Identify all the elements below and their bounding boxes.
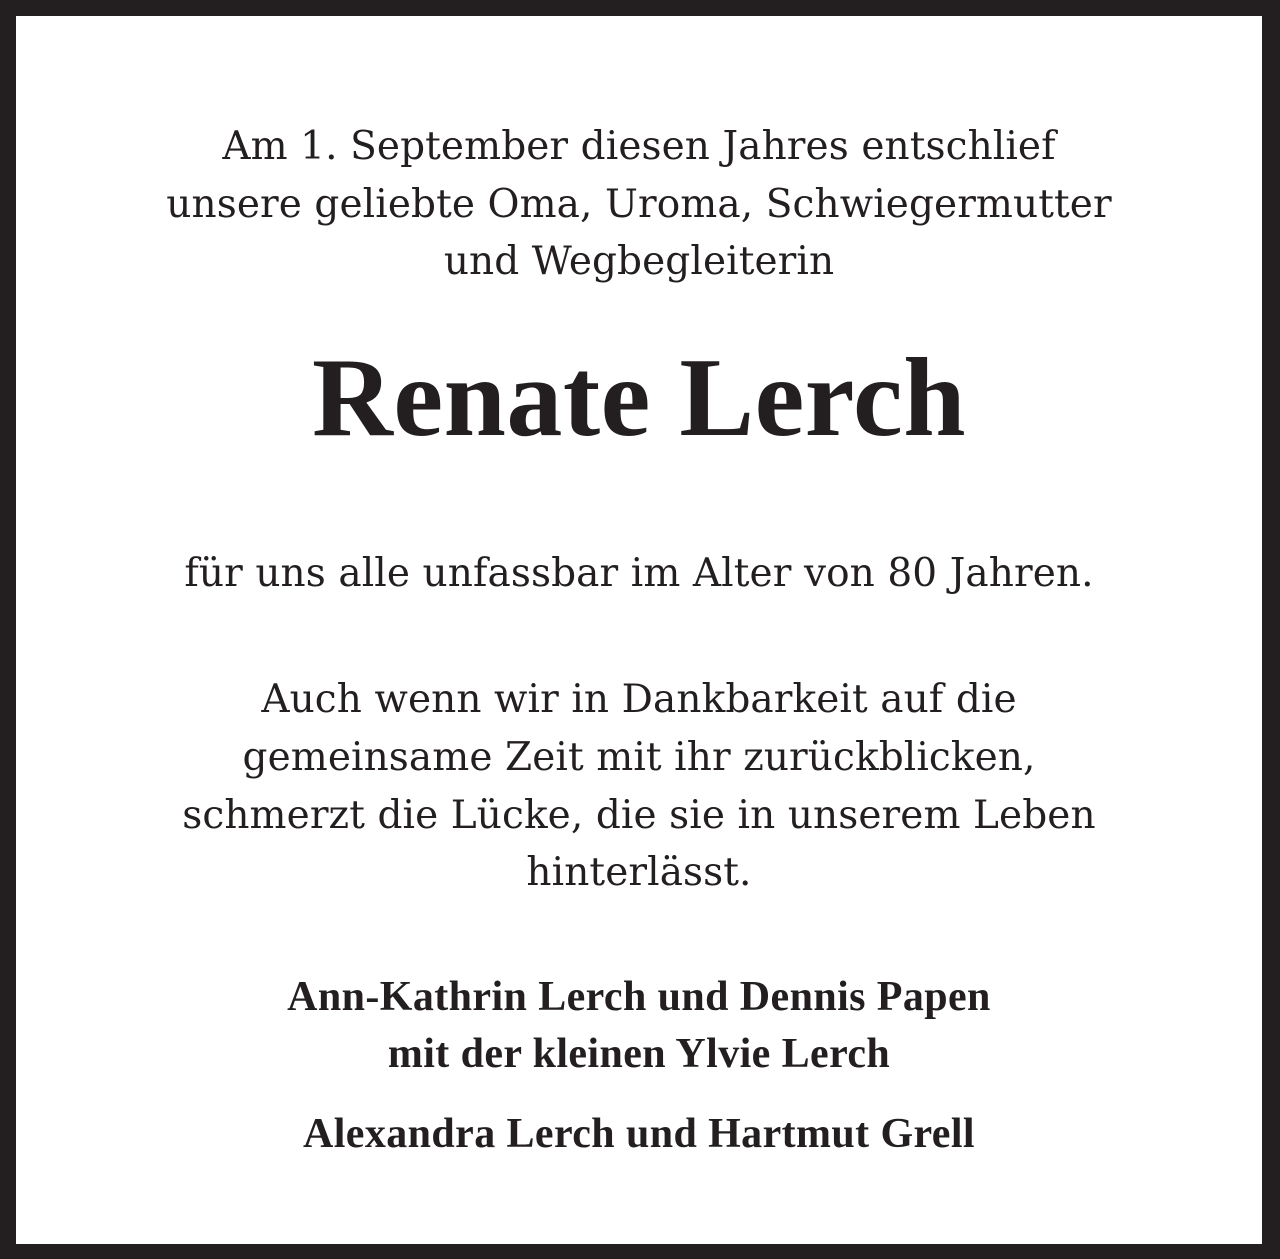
mourner-line-3: Alexandra Lerch und Hartmut Grell	[303, 1111, 975, 1157]
mourner-line-2: mit der kleinen Ylvie Lerch	[387, 1031, 891, 1077]
mourner-line-1: Ann-Kathrin Lerch und Dennis Papen	[287, 974, 991, 1020]
remembrance-line-3: schmerzt die Lücke, die sie in unserem Leben	[182, 793, 1096, 838]
age-line: für uns alle unfassbar im Alter von 80 Jahren.	[184, 551, 1094, 596]
remembrance-line-2: gemeinsame Zeit mit ihr zurückblicken,	[242, 735, 1036, 780]
intro-line-2: unsere geliebte Oma, Uroma, Schwiegermutter	[166, 182, 1112, 227]
remembrance-line-4: hinterlässt.	[526, 850, 752, 895]
intro-line-1: Am 1. September diesen Jahres entschlief	[222, 124, 1056, 169]
deceased-name: Renate Lerch	[312, 336, 966, 460]
remembrance-line-1: Auch wenn wir in Dankbarkeit auf die	[261, 677, 1017, 722]
intro-line-3: und Wegbegleiterin	[443, 239, 835, 284]
